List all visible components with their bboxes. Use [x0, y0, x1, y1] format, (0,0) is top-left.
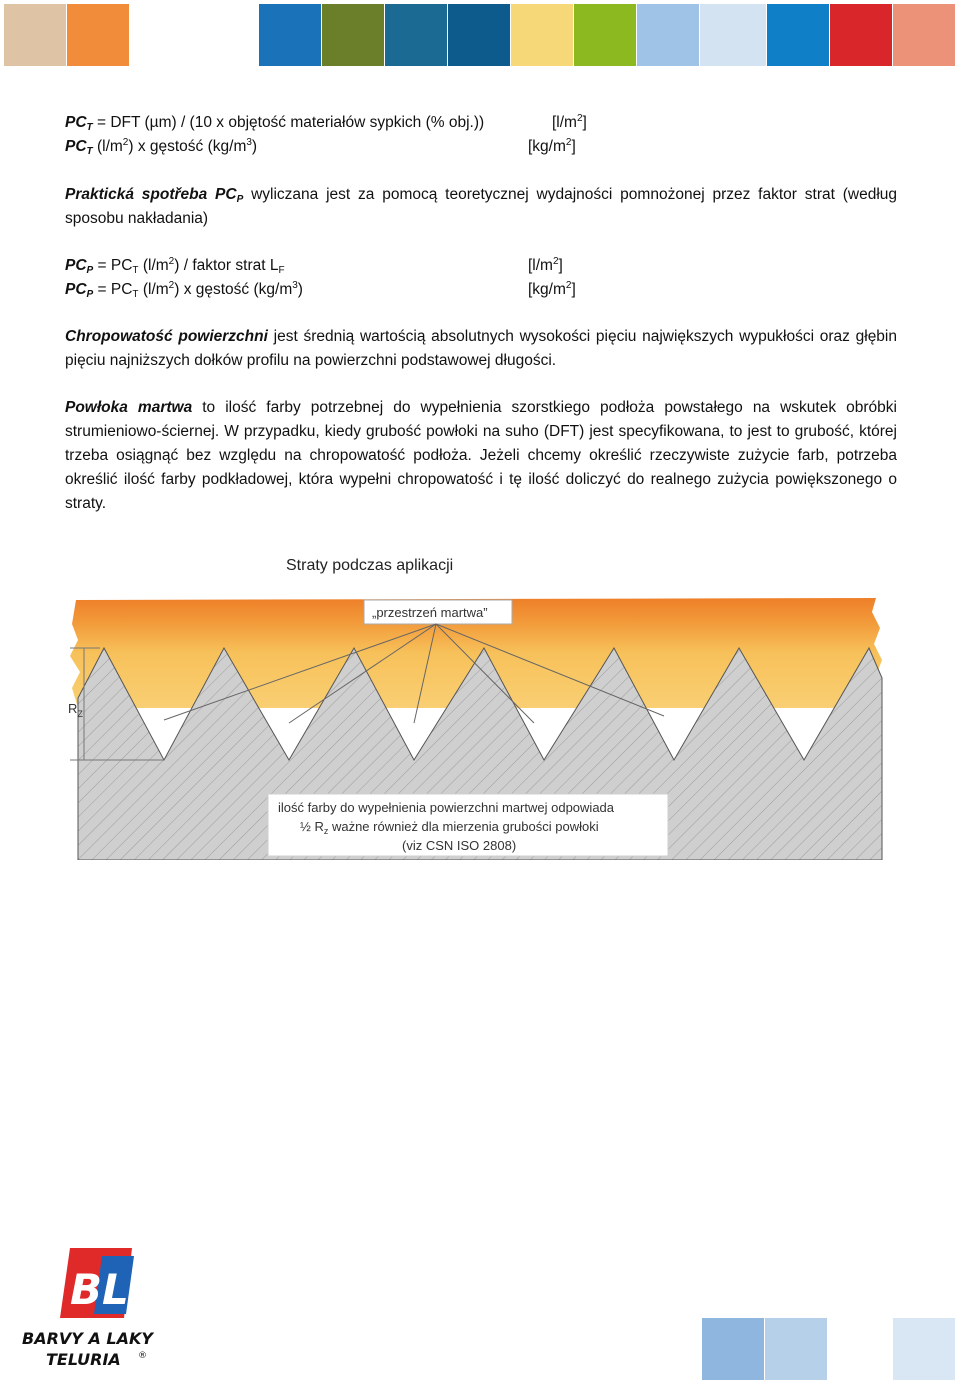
formula-lhs: PC: [65, 138, 87, 155]
footer-swatch: [702, 1318, 764, 1380]
color-swatch: [700, 4, 766, 66]
color-swatch: [4, 4, 66, 66]
footer-swatch: [765, 1318, 827, 1380]
roughness-paragraph: Chropowatość powierzchni jest średnią wartością absolutnych wysokości pięciu największych wypukłości oraz głębin pięciu najniższych dołków profilu na powierzchni podstawowej długości.: [65, 328, 897, 369]
formula-unit: $[l/m^2]$: [528, 256, 563, 274]
formula-pct-mass: $PC_T$ $(l/m^2)$ x gęstość $(kg/m^3)$ $[kg/m^2]$: [65, 137, 576, 157]
subscript: T: [86, 122, 93, 133]
color-swatch: [385, 4, 447, 66]
application-losses-figure: [64, 548, 896, 860]
color-swatch: [448, 4, 510, 66]
formula-lhs: PC: [65, 114, 87, 131]
formula-unit: $[kg/m^2]$: [528, 280, 576, 298]
formula-pct-volume: [65, 111, 897, 135]
logo-letters: BL: [70, 1265, 129, 1314]
color-swatch: [637, 4, 699, 66]
caption-line-3: (viz CSN ISO 2808): [402, 838, 517, 853]
formula-pcp-mass: $PC_P = PC_T$ $(l/m^2)$ x gęstość $(kg/m^3)$ $[kg/m^2]$: [65, 280, 576, 300]
header-color-bar: [0, 4, 960, 66]
subscript: T: [86, 146, 93, 157]
footer-swatch: [893, 1318, 955, 1380]
color-swatch: [893, 4, 955, 66]
color-swatch: [259, 4, 321, 66]
formula-expression: = DFT (µm) / (10 x objętość materiałów sypkich (% obj.)): [92, 114, 485, 131]
dead-coat-paragraph: Powłoka martwa to ilość farby potrzebnej do wypełnienia szorstkiego podłoża powstałego na wskutek obróbki strumieniowo-ściernej. W przypadku, kiedy grubość powłoki na suho (DFT) jest specyfikowana, to jest to grubość, której trzeba osiągnąć bez względu na chropowatość podłoża. Jeżeli chcemy określić rzeczywiste zużycie farb, potrzeba określić ilość farby podkładowej, która wypełni chropowatość i tę ilość doliczyć do realnego zużycia powiększonego o straty.: [65, 399, 897, 512]
formula-unit: $[kg/m^2]$: [528, 137, 576, 155]
formula-unit: $[l/m^2]$: [552, 113, 587, 131]
color-swatch: [322, 4, 384, 66]
caption-line-1: ilość farby do wypełnienia powierzchni martwej odpowiada: [278, 800, 615, 815]
caption-line-2: ½ $R_z$ ważne również dla mierzenia grubości powłoki: [300, 819, 599, 836]
losses-diagram: [64, 548, 896, 860]
formula-block-practical: [65, 254, 897, 302]
color-swatch: [830, 4, 892, 66]
logo-registered: ®: [138, 1351, 147, 1361]
logo-graphic: [20, 1248, 170, 1373]
logo-line-1: BARVY A LAKY: [22, 1329, 153, 1348]
figure-title: Straty podczas aplikacji: [286, 557, 454, 574]
color-swatch: [67, 4, 129, 66]
practical-consumption-paragraph: Praktická spotřeba $PC_P$ wyliczana jest za pomocą teoretycznej wydajności pomnożonej przez faktor strat (według sposobu nakładania): [65, 186, 898, 227]
formula-pcp-volume: $PC_P = PC_T$ $(l/m^2)$ / faktor strat $L_F$ $[l/m^2]$: [65, 256, 563, 276]
company-logo: [20, 1248, 170, 1373]
color-swatch: [574, 4, 636, 66]
color-swatch: [767, 4, 829, 66]
logo-line-2: TELURIA: [46, 1350, 121, 1369]
rz-label: $R_Z$: [68, 701, 83, 719]
dead-space-label: „przestrzeń martwa”: [372, 605, 488, 620]
color-swatch: [511, 4, 573, 66]
formula-block-theoretical: [65, 111, 897, 159]
